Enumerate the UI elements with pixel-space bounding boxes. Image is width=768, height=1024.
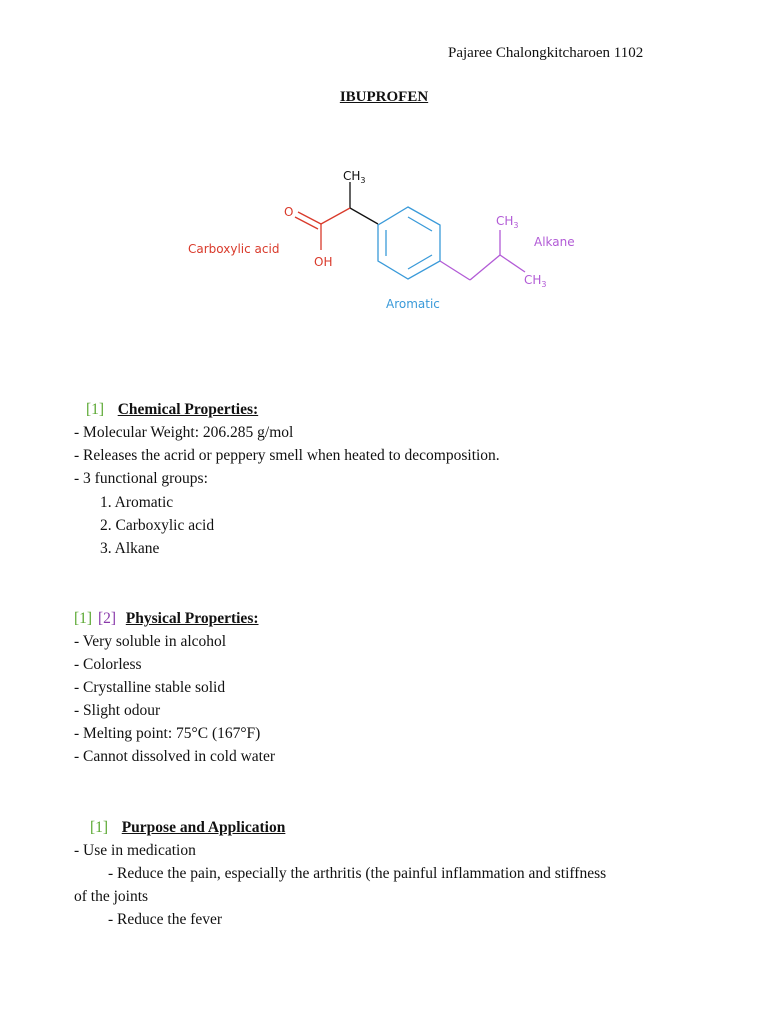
oxygen-label: O <box>284 205 294 219</box>
chemical-heading-row <box>86 398 260 421</box>
physical-ref-2: [2] <box>97 610 117 627</box>
functional-group-item: 1. Aromatic <box>100 494 174 511</box>
chemical-heading: Chemical Properties: <box>117 401 259 418</box>
purpose-line: of the joints <box>74 888 149 905</box>
purpose-line: - Use in medication <box>74 842 196 859</box>
bond-c-double-o-1 <box>298 212 321 224</box>
ibuprofen-structure-diagram <box>180 160 600 320</box>
ch3-top-label: $CH_3$ <box>343 169 366 185</box>
physical-line: - Crystalline stable solid <box>74 679 226 696</box>
purpose-heading: Purpose and Application <box>121 819 286 836</box>
author-line: Pajaree Chalongkitcharoen 1102 <box>448 45 644 61</box>
physical-line: - Slight odour <box>74 702 161 719</box>
bond-c-double-o-2 <box>295 217 318 229</box>
physical-line: - Colorless <box>74 656 142 673</box>
purpose-ref: [1] <box>90 819 109 836</box>
physical-heading-row <box>74 607 261 630</box>
functional-group-item: 3. Alkane <box>100 540 160 557</box>
aromatic-ring <box>378 207 440 279</box>
alkane-label: Alkane <box>534 235 575 249</box>
purpose-line: - Reduce the pain, especially the arthritis (the painful inflammation and stiffness <box>108 865 607 882</box>
physical-line: - Very soluble in alcohol <box>74 633 227 650</box>
functional-group-item: 2. Carboxylic acid <box>100 517 215 534</box>
hydroxyl-label: OH <box>314 255 333 269</box>
physical-line: - Melting point: 75°C (167°F) <box>74 725 261 742</box>
chemical-line: - Releases the acrid or peppery smell when heated to decomposition. <box>74 447 500 464</box>
physical-ref-1: [1] <box>74 610 93 627</box>
physical-heading: Physical Properties: <box>125 610 259 627</box>
purpose-heading-row <box>90 816 287 839</box>
carboxylic-acid-label: Carboxylic acid <box>188 242 280 256</box>
bond-to-ring <box>350 208 378 224</box>
chemical-line: - 3 functional groups: <box>74 470 208 487</box>
physical-line: - Cannot dissolved in cold water <box>74 748 276 765</box>
purpose-line: - Reduce the fever <box>108 911 223 928</box>
document-title: IBUPROFEN <box>339 89 429 105</box>
chemical-ref: [1] <box>86 401 105 418</box>
alkane-chain <box>440 230 525 280</box>
carboxylic-bonds <box>295 208 350 250</box>
ch3-right-top-label: $CH_3$ <box>496 214 519 230</box>
aromatic-label: Aromatic <box>386 297 440 311</box>
core-bonds <box>350 182 378 224</box>
ch3-right-bottom-label: $CH_3$ <box>524 273 547 289</box>
chemical-line: - Molecular Weight: 206.285 g/mol <box>74 424 294 441</box>
bond-alpha-carbon <box>321 208 350 224</box>
